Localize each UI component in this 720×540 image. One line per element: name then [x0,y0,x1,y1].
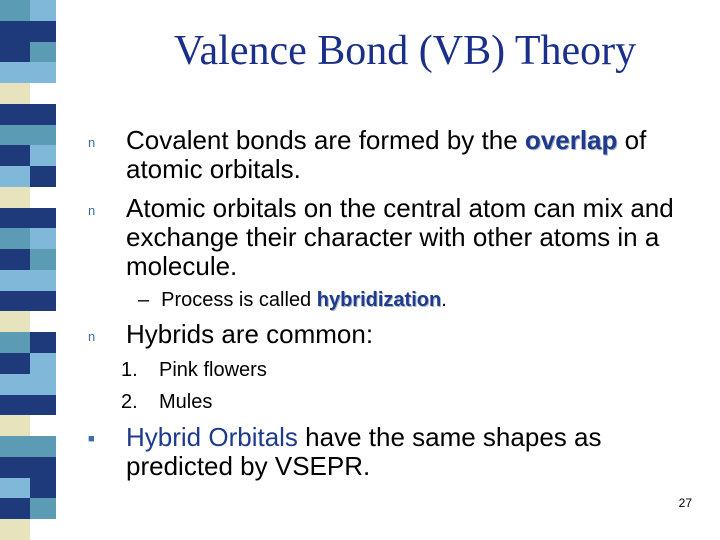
bullet-text: Hybrid Orbitals have the same shapes as predicted by VSEPR. [126,422,602,481]
decorative-stripe-bar [0,0,56,540]
bullet-text: Hybrids are common: [126,319,374,349]
stripe-segment [0,166,56,187]
stripe-segment [0,457,56,478]
stripe-segment [0,498,56,519]
stripe-segment [0,291,56,312]
bullet-item-mixing [88,194,708,281]
bullet-icon: n [88,135,96,150]
stripe-segment [0,83,56,104]
square-bullet-icon: ■ [88,433,95,445]
stripe-segment [0,125,56,146]
dash-icon: – [138,289,150,311]
stripe-segment [0,270,56,291]
sub-bullet-hybridization: – Process is called hybridization. [138,289,447,311]
keyword-overlap: overlap [524,125,618,155]
stripe-segment [0,374,56,395]
bullet-icon: n [88,329,96,344]
bullet-item-overlap [88,126,708,184]
slide-title: Valence Bond (VB) Theory [173,28,637,74]
numbered-item-1: 1. Pink flowers [121,359,267,381]
stripe-segment [0,104,56,125]
stripe-segment [0,478,56,499]
stripe-segment [0,187,56,208]
stripe-segment [0,415,56,436]
bullet-item-hybrids [88,320,708,349]
stripe-segment [0,332,56,353]
stripe-segment [0,42,56,63]
stripe-segment [0,395,56,416]
stripe-segment [0,145,56,166]
stripe-segment [0,208,56,229]
stripe-segment [0,436,56,457]
stripe-segment [0,249,56,270]
page-number: 27 [678,496,692,510]
keyword-hybrid-orbitals: Hybrid Orbitals [126,422,298,452]
numbered-item-2: 2. Mules [121,391,213,413]
keyword-hybridization: hybridization [316,289,442,311]
bullet-item-hybrid-orbitals [88,423,708,481]
stripe-segment [0,0,56,21]
bullet-text: Atomic orbitals on the central atom can mix and exchange their character with other atoms in a molecule. [126,193,674,281]
bullet-text: Covalent bonds are formed by the overlap of atomic orbitals. [126,125,647,184]
bullet-icon: n [88,203,96,218]
stripe-segment [0,311,56,332]
stripe-segment [0,228,56,249]
stripe-segment [0,353,56,374]
stripe-segment [0,62,56,83]
stripe-segment [0,21,56,42]
stripe-segment [0,519,56,540]
